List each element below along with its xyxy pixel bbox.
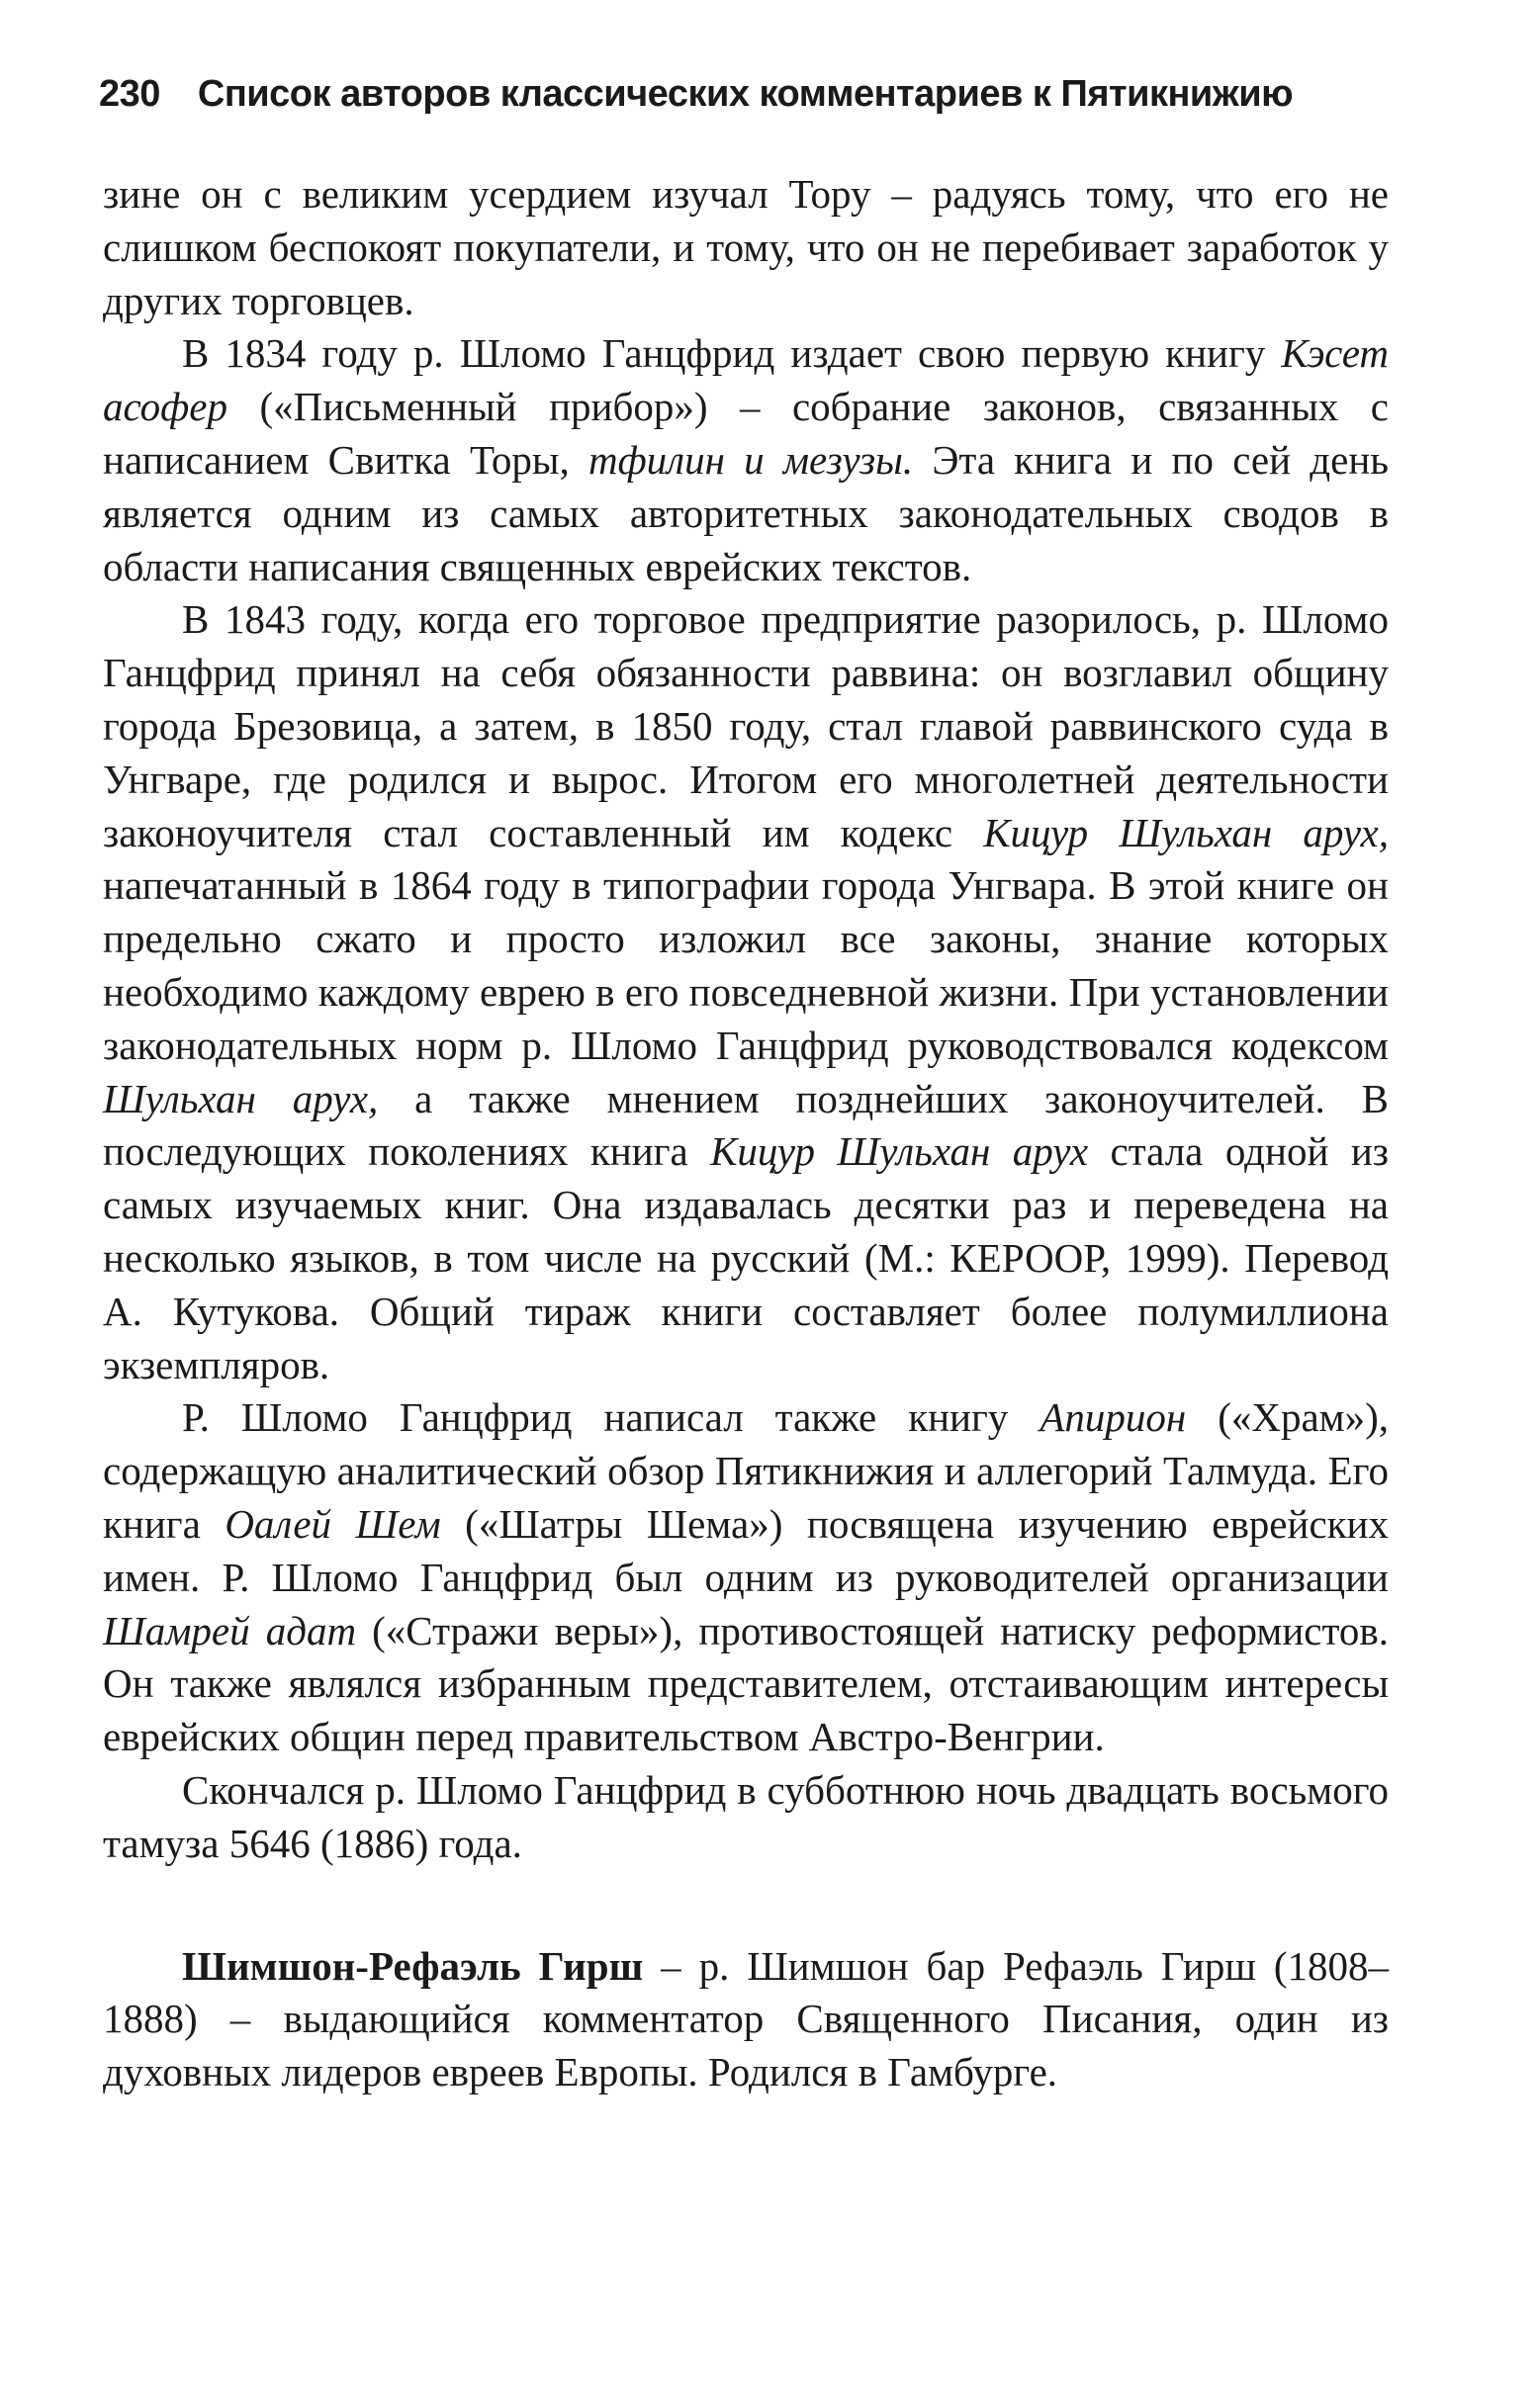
text-run: а также мнением позднейших законоучителей. В последующих поколениях книга [103, 1075, 1389, 1175]
italic-title: Оалей Шем [225, 1500, 441, 1547]
text-run: зине он с великим усердием изучал Тору – радуясь тому, что его не слишком беспокоят покупатели, и тому, что он не перебивает заработок у других торговцев. [103, 171, 1389, 323]
paragraph [103, 1764, 1389, 1871]
paragraph [103, 327, 1389, 593]
text-run: В 1843 году, когда его торговое предприятие разорилось, р. Шломо Ганцфрид принял на себя обязанности раввина: он возглавил общину города Брезовица, а затем, в 1850 году, стал главой раввинского суда в Унгваре, где родился и вырос. Итогом его многолетней деятельности законоучителя стал составленный им кодекс [103, 596, 1389, 855]
text-run: – р. Шимшон бар Рефаэль Гирш (1808–1888) – выдающийся комментатор Священного Писания, один из духовных лидеров евреев Европы. Родился в Гамбурге. [103, 1942, 1389, 2096]
text-run: В 1834 году р. Шломо Ганцфрид издает свою первую книгу [182, 330, 1282, 377]
text-run: Эта книга и по сей день является одним из самых авторитетных законодательных сводов в области написания священных еврейских текстов. [103, 436, 1389, 589]
paragraph [103, 593, 1389, 1391]
paragraph [103, 168, 1389, 327]
running-head [99, 69, 1385, 119]
italic-title: Шульхан арух, [103, 1075, 379, 1121]
text-run: Р. Шломо Ганцфрид написал также книгу [182, 1394, 1040, 1441]
text-run: стала одной из самых изучаемых книг. Она издавалась десятки раз и переведена на несколько языков, в том числе на русский (М.: КЕРООР, 1999). Перевод А. Кутукова. Общий тираж книги составляет более полумиллиона экземпляров. [103, 1128, 1390, 1387]
text-run: («Храм»), содержащую аналитический обзор Пятикнижия и аллегорий Талмуда. Его книга [103, 1394, 1389, 1547]
italic-title: Шамрей адат [103, 1607, 357, 1653]
text-run: («Письменный прибор») – собрание законов, связанных с написанием Свитка Торы, [103, 384, 1389, 483]
entry-paragraph [103, 1940, 1389, 2099]
text-run: напечатанный в 1864 году в типографии города Унгвара. В этой книге он предельно сжато и просто изложил все законы, знание которых необходимо каждому еврею в его повседневной жизни. При установлении законодательных норм р. Шломо Ганцфрид руководствовался кодексом [103, 862, 1389, 1068]
text-run: («Шатры Шема») посвящена изучению еврейских имен. Р. Шломо Ганцфрид был одним из руководителей организации [103, 1500, 1389, 1600]
text-run: Скончался р. Шломо Ганцфрид в субботнюю ночь двадцать восьмого тамуза 5646 (1886) года. [103, 1766, 1389, 1866]
italic-title: Кэсет асофер [103, 330, 1389, 430]
text-run: («Стражи веры»), противостоящей натиску реформистов. Он также являлся избранным представителем, отстаивающим интересы еврейских общин перед правительством Австро-Венгрии. [103, 1607, 1389, 1760]
body-text [103, 168, 1389, 2099]
italic-title: тфилин и мезузы. [588, 436, 914, 483]
running-title: Список авторов классических комментариев к Пятикнижию [197, 73, 1294, 115]
entry-name: Шимшон-Рефаэль Гирш [182, 1942, 644, 1989]
page-number: 230 [99, 73, 160, 115]
italic-title: Кицур Шульхан арух [710, 1128, 1089, 1175]
italic-title: Апирион [1040, 1394, 1187, 1441]
italic-title: Кицур Шульхан арух, [983, 809, 1389, 855]
paragraph [103, 1391, 1389, 1764]
